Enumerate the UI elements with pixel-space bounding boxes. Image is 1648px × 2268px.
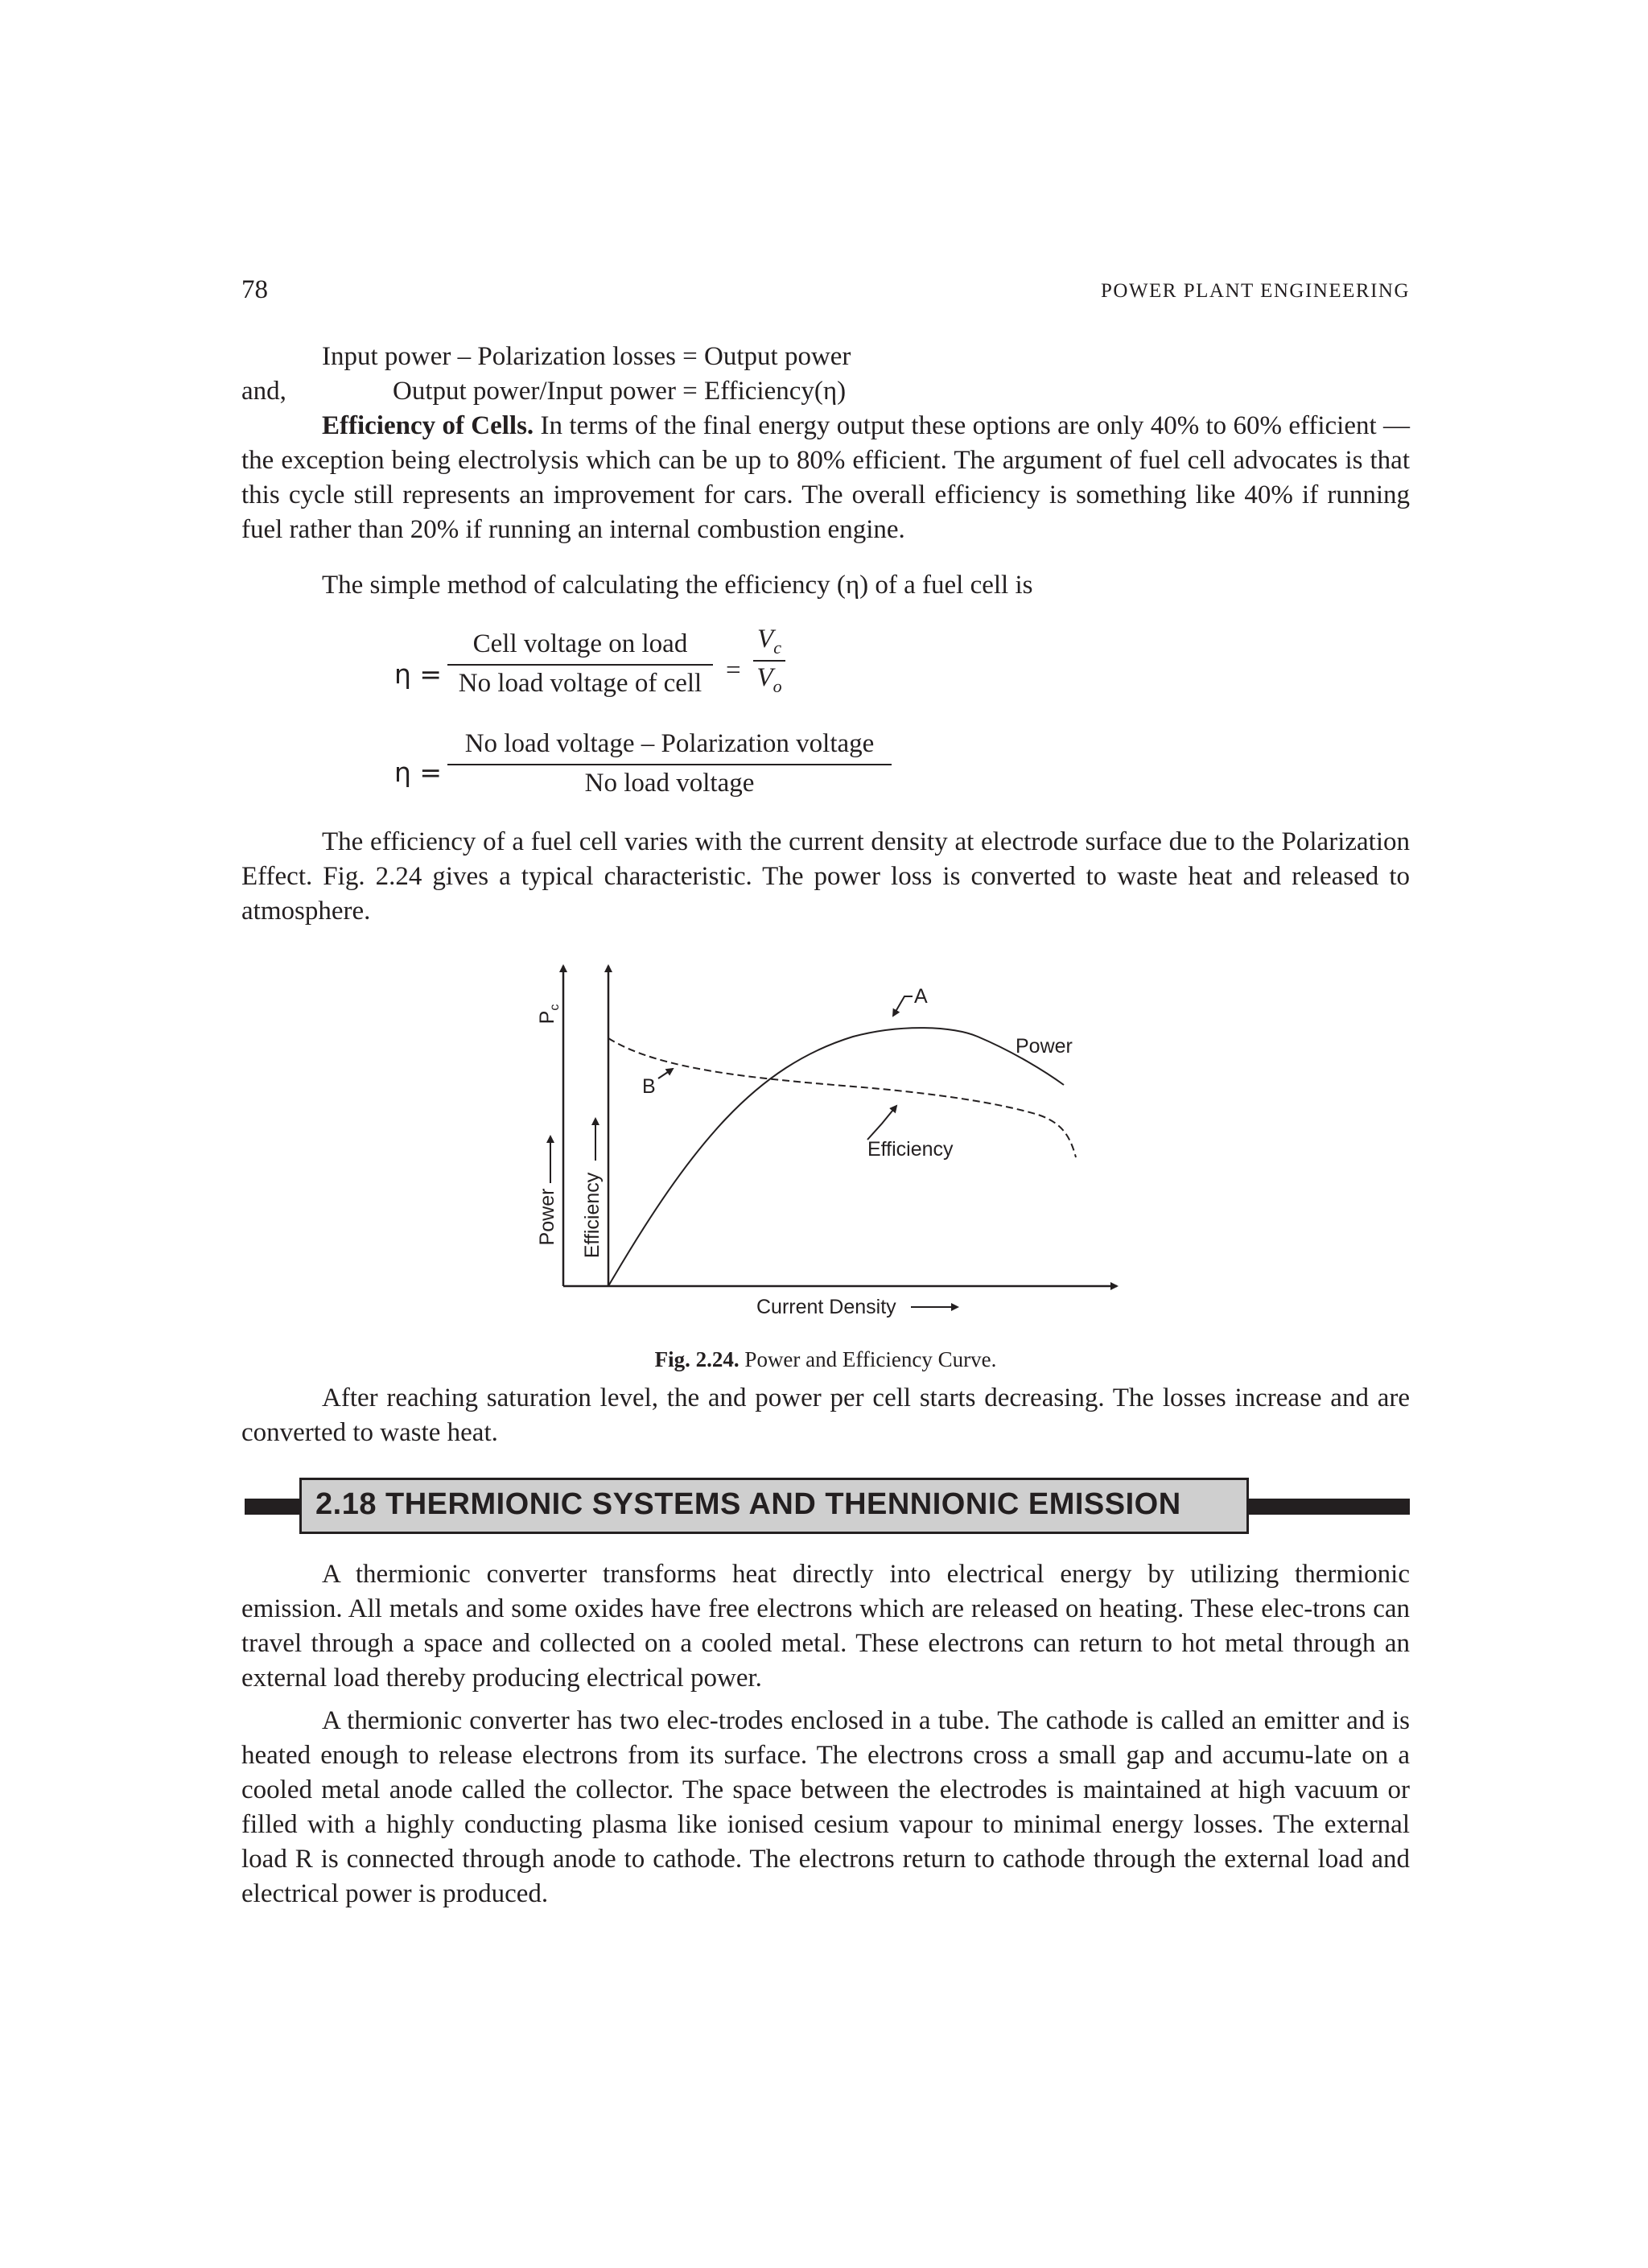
eq1-fraction <box>447 629 713 699</box>
label-b: B <box>642 1075 656 1098</box>
eq1-vo-main: V <box>756 663 773 692</box>
eq2-numerator: No load voltage – Polarization voltage <box>464 729 875 758</box>
y-label-pc-main: P <box>536 1010 558 1025</box>
paragraph-after-saturation <box>241 1381 1410 1450</box>
page-number: 78 <box>241 275 268 304</box>
label-b-arrow <box>658 1069 673 1078</box>
efficiency-curve <box>608 1038 1076 1157</box>
paragraph-after-saturation-text: After reaching saturation level, the and power per cell starts decreasing. The losses increase and are converted to waste heat. <box>241 1383 1410 1447</box>
running-title: POWER PLANT ENGINEERING <box>1100 280 1410 302</box>
label-a-arrow <box>893 996 913 1016</box>
eq1-equals: = <box>726 656 741 685</box>
eq1-fraction-symbolic <box>753 625 785 697</box>
equation-prefix-and: and, <box>241 377 286 406</box>
paragraph-efficiency-varies <box>241 825 1410 929</box>
paragraph-text: In terms of the final energy output these options are only 40% to 60% efficient — the exception being electrolysis which can be up to 80% efficient. The argument of fuel cell advocates is that this cycle still represents an improvement for cars. The overall efficiency is something like 40% if running fuel rather than 20% if running an internal combustion engine. <box>241 411 1410 544</box>
paragraph-lead: Efficiency of Cells. <box>322 411 534 440</box>
eq1-vo-sub: o <box>772 676 782 696</box>
figure-caption <box>241 1347 1410 1372</box>
paragraph-method: The simple method of calculating the efficiency (η) of a fuel cell is <box>322 571 1033 600</box>
label-power-curve: Power <box>1016 1035 1073 1058</box>
y-label-efficiency: Efficiency <box>581 1172 604 1259</box>
equation-efficiency-ratio: Output power/Input power = Efficiency(η) <box>393 377 847 406</box>
label-efficiency-curve: Efficiency <box>867 1138 954 1161</box>
eq2-lhs: η = <box>394 757 443 788</box>
eq2-fraction <box>447 729 892 798</box>
figure-caption-number: Fig. 2.24. <box>654 1347 740 1371</box>
paragraph-efficiency-of-cells <box>241 409 1410 547</box>
paragraph-thermionic-2 <box>241 1704 1410 1911</box>
eq1-vc-main: V <box>757 625 774 654</box>
section-heading: 2.18 THERMIONIC SYSTEMS AND THENNIONIC EMISSION <box>315 1487 1181 1521</box>
paragraph-thermionic-1 <box>241 1557 1410 1696</box>
y-label-pc <box>536 1004 562 1025</box>
y-label-power: Power <box>536 1188 558 1246</box>
eq1-vc-sub: c <box>773 637 781 658</box>
paragraph-thermionic-2-text: A thermionic converter has two elec-trodes enclosed in a tube. The cathode is called an emitter and is heated enough to release electrons from its surface. The electrons cross a small gap and accumu-late on a cooled metal anode called the collector. The space between the electrodes is maintained at high vacuum or filled with a highly conducting plasma like ionised cesium vapour to minimal energy losses. The external load R is connected through anode to cathode. The electrons return to cathode through the external load and electrical power is produced. <box>241 1706 1410 1908</box>
x-label-current-density: Current Density <box>756 1296 896 1318</box>
eq2-denominator: No load voltage <box>447 764 892 798</box>
label-efficiency-arrow <box>867 1106 896 1140</box>
eq1-numerator: Cell voltage on load <box>472 629 688 658</box>
power-efficiency-figure <box>515 950 1135 1336</box>
eq1-lhs: η = <box>394 658 443 690</box>
paragraph-thermionic-1-text: A thermionic converter transforms heat directly into electrical energy by utilizing thermionic emission. All metals and some oxides have free electrons which are released on heating. These elec-trons can travel through a space and collected on a cooled metal. These electrons can return to hot metal through an external load thereby producing electrical power. <box>241 1560 1410 1693</box>
y-label-pc-sub: c <box>548 1004 562 1011</box>
power-curve <box>608 1028 1064 1286</box>
label-a: A <box>914 985 928 1008</box>
figure-caption-text: Power and Efficiency Curve. <box>739 1347 997 1371</box>
paragraph-efficiency-varies-text: The efficiency of a fuel cell varies with the current density at electrode surface due to the Polarization Effect. Fig. 2.24 gives a typical characteristic. The power loss is converted to waste heat and released to atmosphere. <box>241 827 1410 926</box>
equation-power-balance: Input power – Polarization losses = Output power <box>322 342 851 371</box>
eq1-denominator: No load voltage of cell <box>447 664 713 699</box>
